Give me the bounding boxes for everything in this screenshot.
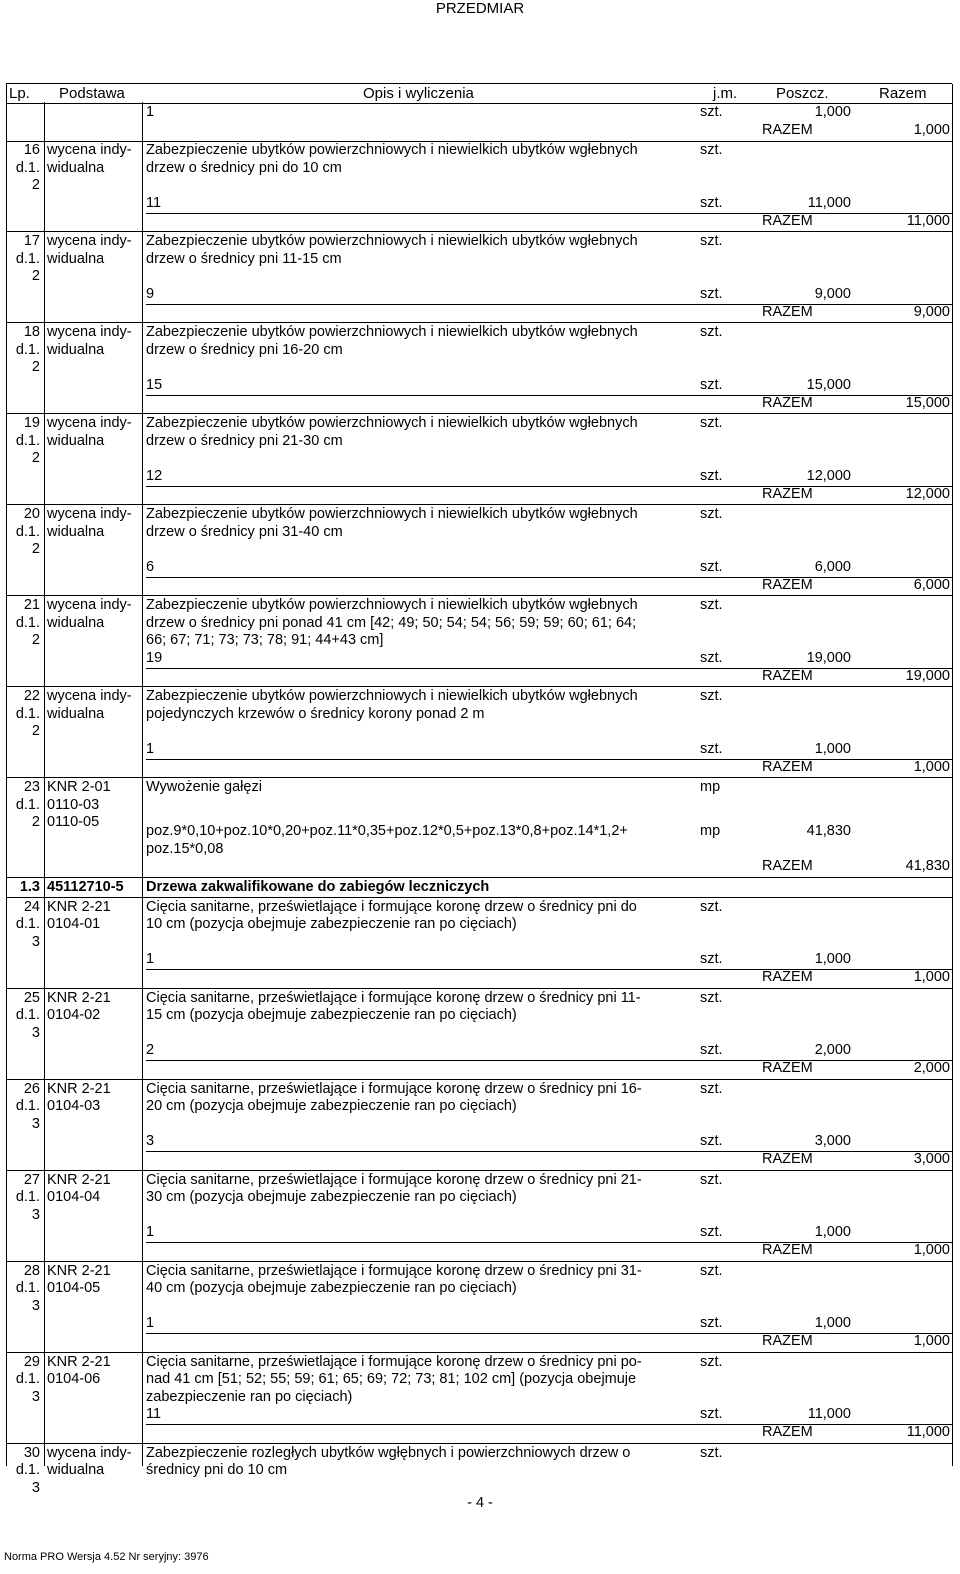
item-basis: KNR 2-01 bbox=[47, 779, 111, 796]
razem-label: RAZEM bbox=[762, 758, 813, 775]
item-lp: 19 bbox=[23, 415, 40, 432]
item-lp: d.1. bbox=[15, 1189, 40, 1206]
razem-value: 1,000 bbox=[913, 758, 950, 775]
item-lp: 2 bbox=[31, 177, 40, 194]
qty-value: 1,000 bbox=[814, 1315, 851, 1332]
row-divider bbox=[6, 231, 952, 232]
qty-unit: mp bbox=[700, 823, 721, 840]
item-description: Cięcia sanitarne, prześwietlające i formujące koronę drzew o średnicy pni 16- bbox=[146, 1080, 642, 1097]
razem-label: RAZEM bbox=[762, 212, 813, 229]
item-basis: wycena indy- bbox=[47, 1444, 132, 1461]
item-lp: d.1. bbox=[15, 523, 40, 540]
item-description: Cięcia sanitarne, prześwietlające i formujące koronę drzew o średnicy pni po- bbox=[146, 1353, 642, 1370]
row-divider bbox=[6, 777, 952, 778]
item-basis: widualna bbox=[47, 159, 105, 176]
item-description: 20 cm (pozycja obejmuje zabezpieczenie ran po cięciach) bbox=[146, 1098, 517, 1115]
col-opis: Opis i wyliczenia bbox=[363, 85, 474, 102]
item-description: średnicy pni do 10 cm bbox=[146, 1462, 288, 1479]
item-basis: wycena indy- bbox=[47, 233, 132, 250]
qty-value: 1,000 bbox=[814, 741, 851, 757]
item-lp: 2 bbox=[31, 359, 40, 376]
item-basis: wycena indy- bbox=[47, 142, 132, 159]
item-lp: d.1. bbox=[15, 1280, 40, 1297]
razem-value: 2,000 bbox=[913, 1060, 950, 1076]
item-basis: 0104-01 bbox=[47, 916, 101, 933]
item-basis: 0104-06 bbox=[47, 1371, 101, 1388]
item-unit: szt. bbox=[700, 1171, 723, 1188]
item-unit: szt. bbox=[700, 1444, 723, 1461]
item-unit: szt. bbox=[700, 1080, 723, 1097]
qty-value: 9,000 bbox=[814, 286, 851, 302]
column-rule bbox=[142, 102, 143, 1466]
qty-line: 1 bbox=[146, 1224, 155, 1241]
item-unit: szt. bbox=[700, 415, 723, 432]
item-lp: 2 bbox=[31, 450, 40, 467]
item-lp: 3 bbox=[31, 1024, 40, 1041]
item-lp: 3 bbox=[31, 1297, 40, 1314]
razem-label: RAZEM bbox=[762, 394, 813, 411]
item-lp: d.1. bbox=[15, 1371, 40, 1388]
item-unit: szt. bbox=[700, 597, 723, 614]
qty-value: 11,000 bbox=[807, 195, 851, 211]
item-basis: widualna bbox=[47, 523, 105, 540]
qty-line: 19 bbox=[146, 650, 163, 666]
item-lp: 3 bbox=[31, 1206, 40, 1223]
qty-value: 1,000 bbox=[814, 104, 851, 120]
qty-line: 1 bbox=[146, 951, 155, 968]
row-divider bbox=[6, 322, 952, 323]
item-basis: 0104-04 bbox=[47, 1189, 101, 1206]
item-description: 10 cm (pozycja obejmuje zabezpieczenie ran po cięciach) bbox=[146, 916, 517, 933]
item-lp: d.1. bbox=[15, 432, 40, 449]
item-description: zabezpieczenie ran po cięciach) bbox=[146, 1388, 353, 1405]
item-lp: 30 bbox=[23, 1444, 40, 1461]
item-basis: KNR 2-21 bbox=[47, 898, 111, 915]
item-lp: 3 bbox=[31, 1388, 40, 1405]
qty-unit: szt. bbox=[700, 1042, 723, 1059]
item-basis: 0110-05 bbox=[47, 814, 100, 831]
qty-unit: szt. bbox=[700, 951, 723, 968]
footer-note: Norma PRO Wersja 4.52 Nr seryjny: 3976 bbox=[4, 1551, 209, 1563]
qty-unit: szt. bbox=[700, 559, 723, 575]
item-description: Cięcia sanitarne, prześwietlające i formujące koronę drzew o średnicy pni 31- bbox=[146, 1262, 642, 1279]
item-unit: szt. bbox=[700, 1353, 723, 1370]
row-divider bbox=[6, 413, 952, 414]
item-description: Cięcia sanitarne, prześwietlające i formujące koronę drzew o średnicy pni 11- bbox=[146, 989, 641, 1006]
razem-label: RAZEM bbox=[762, 969, 813, 985]
item-description: Zabezpieczenie ubytków powierzchniowych i niewielkich ubytków wgłebnych bbox=[146, 506, 638, 523]
item-lp: 2 bbox=[31, 632, 40, 649]
razem-value: 6,000 bbox=[913, 576, 950, 593]
item-description: Zabezpieczenie ubytków powierzchniowych i niewielkich ubytków wgłebnych bbox=[146, 415, 638, 432]
item-lp: 3 bbox=[31, 933, 40, 950]
col-podstawa: Podstawa bbox=[59, 85, 125, 102]
item-description: 30 cm (pozycja obejmuje zabezpieczenie ran po cięciach) bbox=[146, 1189, 517, 1206]
qty-unit: szt. bbox=[700, 195, 723, 211]
item-basis: widualna bbox=[47, 1462, 105, 1479]
item-lp: 23 bbox=[23, 779, 40, 796]
row-divider bbox=[6, 504, 952, 505]
row-divider bbox=[6, 686, 952, 687]
table-header bbox=[6, 83, 952, 104]
item-basis: widualna bbox=[47, 341, 105, 358]
row-divider bbox=[6, 1352, 952, 1353]
item-basis: 0104-02 bbox=[47, 1007, 101, 1024]
qty-unit: szt. bbox=[700, 1133, 723, 1150]
page-number: - 4 - bbox=[467, 1495, 493, 1511]
item-unit: szt. bbox=[700, 506, 723, 523]
row-divider bbox=[6, 988, 952, 989]
item-basis: wycena indy- bbox=[47, 597, 132, 614]
item-unit: szt. bbox=[700, 1262, 723, 1279]
subtotal-divider bbox=[146, 1151, 952, 1152]
razem-value: 1,000 bbox=[913, 969, 950, 985]
subtotal-divider bbox=[146, 1333, 952, 1334]
item-lp: 2 bbox=[31, 541, 40, 558]
subtotal-divider bbox=[146, 395, 952, 396]
qty-line: 6 bbox=[146, 559, 155, 575]
subtotal-divider bbox=[146, 1424, 952, 1425]
razem-value: 9,000 bbox=[913, 303, 950, 320]
razem-label: RAZEM bbox=[762, 576, 813, 593]
col-lp: Lp. bbox=[9, 85, 30, 102]
section-number: 1.3 bbox=[19, 879, 40, 895]
item-lp: d.1. bbox=[15, 159, 40, 176]
qty-unit: szt. bbox=[700, 1315, 723, 1332]
item-lp: 20 bbox=[23, 506, 40, 523]
item-lp: d.1. bbox=[15, 250, 40, 267]
razem-label: RAZEM bbox=[762, 858, 813, 875]
item-description: pojedynczych krzewów o średnicy korony ponad 2 m bbox=[146, 705, 485, 722]
qty-line: 11 bbox=[146, 195, 162, 211]
item-basis: 0104-03 bbox=[47, 1098, 101, 1115]
item-basis: KNR 2-21 bbox=[47, 1262, 111, 1279]
item-description: drzew o średnicy pni ponad 41 cm [42; 49; 50; 54; 54; 56; 59; 59; 60; 61; 64; bbox=[146, 614, 637, 631]
qty-unit: szt. bbox=[700, 104, 723, 120]
razem-value: 1,000 bbox=[913, 1333, 950, 1349]
qty-value: 12,000 bbox=[806, 468, 851, 484]
item-unit: szt. bbox=[700, 142, 723, 159]
razem-value: 19,000 bbox=[905, 667, 950, 684]
razem-label: RAZEM bbox=[762, 1333, 813, 1349]
item-lp: 3 bbox=[31, 1115, 40, 1132]
item-basis: wycena indy- bbox=[47, 415, 132, 432]
col-jm: j.m. bbox=[713, 85, 738, 102]
item-basis: 0104-05 bbox=[47, 1280, 101, 1297]
item-description: drzew o średnicy pni 31-40 cm bbox=[146, 523, 343, 540]
item-description: Zabezpieczenie ubytków powierzchniowych i niewielkich ubytków wgłebnych bbox=[146, 233, 638, 250]
item-description: Cięcia sanitarne, prześwietlające i formujące koronę drzew o średnicy pni 21- bbox=[146, 1171, 642, 1188]
subtotal-divider bbox=[146, 486, 952, 487]
item-lp: 16 bbox=[23, 142, 40, 159]
qty-value: 41,830 bbox=[806, 823, 851, 840]
item-lp: d.1. bbox=[15, 341, 40, 358]
row-divider bbox=[6, 1261, 952, 1262]
qty-formula: poz.9*0,10+poz.10*0,20+poz.11*0,35+poz.12*0,5+poz.13*0,8+poz.14*1,2+ bbox=[146, 823, 628, 840]
razem-label: RAZEM bbox=[762, 121, 813, 138]
item-basis: widualna bbox=[47, 705, 105, 722]
row-divider bbox=[6, 595, 952, 596]
col-razem: Razem bbox=[879, 85, 927, 102]
item-lp: 2 bbox=[31, 814, 40, 831]
item-basis: widualna bbox=[47, 250, 105, 267]
razem-value: 3,000 bbox=[913, 1151, 950, 1167]
item-description: Zabezpieczenie ubytków powierzchniowych i niewielkich ubytków wgłebnych bbox=[146, 324, 638, 341]
section-title: Drzewa zakwalifikowane do zabiegów leczniczych bbox=[146, 879, 490, 895]
qty-value: 15,000 bbox=[806, 377, 851, 393]
col-poszcz: Poszcz. bbox=[776, 85, 829, 102]
qty-line: 15 bbox=[146, 377, 163, 393]
qty-unit: szt. bbox=[700, 1406, 723, 1423]
page-title: PRZEDMIAR bbox=[435, 0, 525, 17]
qty-unit: szt. bbox=[700, 650, 723, 666]
item-unit: mp bbox=[700, 779, 721, 796]
qty-line: 3 bbox=[146, 1133, 155, 1150]
qty-line: 1 bbox=[146, 1315, 155, 1332]
qty-unit: szt. bbox=[700, 741, 723, 757]
item-basis: widualna bbox=[47, 432, 105, 449]
razem-value: 11,000 bbox=[906, 1424, 950, 1440]
razem-label: RAZEM bbox=[762, 1060, 813, 1076]
item-lp: 2 bbox=[31, 268, 40, 285]
item-basis: KNR 2-21 bbox=[47, 989, 111, 1006]
item-unit: szt. bbox=[700, 898, 723, 915]
item-lp: 2 bbox=[31, 723, 40, 740]
row-divider bbox=[6, 877, 952, 878]
item-description: drzew o średnicy pni 16-20 cm bbox=[146, 341, 343, 358]
item-description: Wywożenie gałęzi bbox=[146, 779, 262, 796]
item-basis: KNR 2-21 bbox=[47, 1080, 111, 1097]
razem-label: RAZEM bbox=[762, 1151, 813, 1167]
item-lp: 22 bbox=[23, 688, 40, 705]
qty-value: 2,000 bbox=[814, 1042, 851, 1059]
item-lp: 18 bbox=[23, 324, 40, 341]
item-description: Zabezpieczenie ubytków powierzchniowych i niewielkich ubytków wgłebnych bbox=[146, 142, 638, 159]
item-lp: d.1. bbox=[15, 705, 40, 722]
qty-value: 6,000 bbox=[814, 559, 851, 575]
subtotal-divider bbox=[146, 304, 952, 305]
item-description: drzew o średnicy pni 21-30 cm bbox=[146, 432, 343, 449]
subtotal-divider bbox=[146, 213, 952, 214]
qty-line: 1 bbox=[146, 104, 155, 120]
item-basis: KNR 2-21 bbox=[47, 1171, 111, 1188]
item-lp: 28 bbox=[23, 1262, 40, 1279]
razem-value: 41,830 bbox=[905, 858, 950, 875]
qty-value: 11,000 bbox=[807, 1406, 851, 1423]
item-description: 15 cm (pozycja obejmuje zabezpieczenie ran po cięciach) bbox=[146, 1007, 517, 1024]
qty-line: 1 bbox=[146, 741, 155, 757]
item-description: Zabezpieczenie rozległych ubytków wgłębnych i powierzchniowych drzew o bbox=[146, 1444, 631, 1461]
subtotal-divider bbox=[146, 577, 952, 578]
item-description: 40 cm (pozycja obejmuje zabezpieczenie ran po cięciach) bbox=[146, 1280, 517, 1297]
column-rule bbox=[6, 84, 7, 1466]
qty-unit: szt. bbox=[700, 1224, 723, 1241]
row-divider bbox=[6, 897, 952, 898]
item-unit: szt. bbox=[700, 989, 723, 1006]
item-description: drzew o średnicy pni do 10 cm bbox=[146, 159, 342, 176]
subtotal-divider bbox=[146, 759, 952, 760]
item-lp: 26 bbox=[23, 1080, 40, 1097]
qty-unit: szt. bbox=[700, 286, 723, 302]
razem-label: RAZEM bbox=[762, 485, 813, 502]
item-description: drzew o średnicy pni 11-15 cm bbox=[146, 250, 342, 267]
row-divider bbox=[6, 1170, 952, 1171]
qty-line: 9 bbox=[146, 286, 155, 302]
item-basis: 0110-03 bbox=[47, 796, 100, 813]
item-lp: 17 bbox=[23, 233, 40, 250]
item-basis: wycena indy- bbox=[47, 324, 132, 341]
razem-label: RAZEM bbox=[762, 1242, 813, 1258]
subtotal-divider bbox=[146, 1060, 952, 1061]
row-divider bbox=[6, 1443, 952, 1444]
item-basis: widualna bbox=[47, 614, 105, 631]
item-basis: KNR 2-21 bbox=[47, 1353, 111, 1370]
row-divider bbox=[6, 1079, 952, 1080]
qty-line: 12 bbox=[146, 468, 163, 484]
item-description: nad 41 cm [51; 52; 55; 59; 61; 65; 69; 72; 73; 81; 102 cm] (pozycja obejmuje bbox=[146, 1371, 637, 1388]
section-code: 45112710-5 bbox=[47, 879, 124, 895]
column-rule bbox=[44, 102, 45, 1466]
item-basis: wycena indy- bbox=[47, 506, 132, 523]
qty-value: 3,000 bbox=[814, 1133, 851, 1150]
razem-value: 1,000 bbox=[913, 121, 950, 138]
item-unit: szt. bbox=[700, 324, 723, 341]
qty-value: 1,000 bbox=[814, 951, 851, 968]
item-lp: d.1. bbox=[15, 1098, 40, 1115]
qty-line: 11 bbox=[146, 1406, 162, 1423]
subtotal-divider bbox=[146, 969, 952, 970]
item-description: 66; 67; 71; 73; 73; 78; 91; 44+43 cm] bbox=[146, 632, 384, 649]
razem-value: 15,000 bbox=[905, 394, 950, 411]
item-description: Zabezpieczenie ubytków powierzchniowych i niewielkich ubytków wgłebnych bbox=[146, 688, 638, 705]
qty-line: 2 bbox=[146, 1042, 155, 1059]
razem-label: RAZEM bbox=[762, 1424, 813, 1440]
item-lp: d.1. bbox=[15, 1007, 40, 1024]
item-lp: d.1. bbox=[15, 916, 40, 933]
item-unit: szt. bbox=[700, 688, 723, 705]
item-lp: 25 bbox=[23, 989, 40, 1006]
item-description: Cięcia sanitarne, prześwietlające i formujące koronę drzew o średnicy pni do bbox=[146, 898, 637, 915]
subtotal-divider bbox=[146, 1242, 952, 1243]
razem-label: RAZEM bbox=[762, 303, 813, 320]
qty-value: 1,000 bbox=[814, 1224, 851, 1241]
item-lp: d.1. bbox=[15, 796, 40, 813]
qty-value: 19,000 bbox=[806, 650, 851, 666]
item-lp: d.1. bbox=[15, 1462, 40, 1479]
item-lp: d.1. bbox=[15, 614, 40, 631]
column-rule bbox=[952, 84, 953, 1466]
item-basis: wycena indy- bbox=[47, 688, 132, 705]
razem-label: RAZEM bbox=[762, 667, 813, 684]
razem-value: 12,000 bbox=[905, 485, 950, 502]
item-lp: 29 bbox=[23, 1353, 40, 1370]
item-lp: 24 bbox=[23, 898, 40, 915]
item-description: Zabezpieczenie ubytków powierzchniowych i niewielkich ubytków wgłebnych bbox=[146, 597, 638, 614]
item-lp: 27 bbox=[23, 1171, 40, 1188]
item-lp: 3 bbox=[31, 1479, 40, 1496]
qty-unit: szt. bbox=[700, 377, 723, 393]
item-lp: 21 bbox=[23, 597, 40, 614]
item-unit: szt. bbox=[700, 233, 723, 250]
qty-unit: szt. bbox=[700, 468, 723, 484]
qty-formula: poz.15*0,08 bbox=[146, 840, 224, 857]
razem-value: 11,000 bbox=[906, 212, 950, 229]
razem-value: 1,000 bbox=[913, 1242, 950, 1258]
subtotal-divider bbox=[146, 668, 952, 669]
